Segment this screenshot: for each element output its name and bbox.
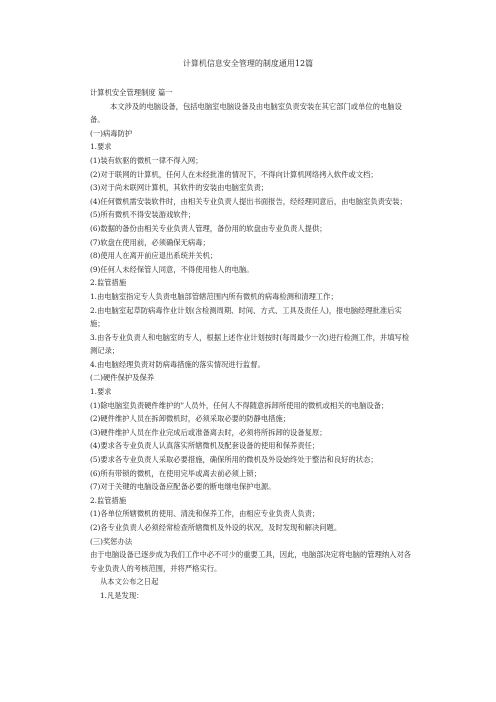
paragraph: (9)任何人未经保管人同意，不得使用他人的电脑。 — [90, 264, 254, 274]
paragraph: 1.要求 — [90, 387, 112, 397]
paragraph: (6)数据的备份由相关专业负责人管理，备份用的软盘由专业负责人提供； — [90, 223, 327, 233]
paragraph: 2.监管措施 — [90, 495, 127, 505]
paragraph: 本文涉及的电脑设备，包括电脑室电脑设备及由电脑室负责安装在其它部门或单位的电脑设备。 — [90, 101, 402, 125]
paragraph: (4)任何微机需安装软件时，由相关专业负责人提出书面报告，经经理同意后，由电脑室负责安装； — [90, 196, 407, 206]
paragraph: (6)所有带锁的微机，在使用完毕或离去前必须上锁； — [90, 468, 261, 478]
paragraph: (1)各单位所辖微机的使用、清洗和保养工作，由相应专业负责人负责； — [90, 509, 320, 519]
paragraph: (7)对于关键的电脑设备应配备必要的断电继电保护电源。 — [90, 482, 276, 492]
paragraph: 2.由电脑室起草防病毒作业计划(含检测周期、时间、方式、工具及责任人)，报电脑经理批准后实施； — [90, 305, 402, 329]
paragraph: 3.由各专业负责人和电脑室的专人，根据上述作业计划按时(每周最少一次)进行检测工作，并填写检测记录； — [90, 332, 410, 356]
paragraph: 1.凡是发现： — [100, 590, 144, 600]
paragraph: (2)各专业负责人必须经常检查所辖微机及外设的状况，及时发现和解决问题。 — [90, 523, 342, 532]
paragraph: (1)装有软驱的微机一律不得入网； — [90, 155, 203, 165]
paragraph: 4.由电脑经理负责对防病毒措施的落实情况进行监督。 — [90, 359, 265, 369]
paragraph: (二)硬件保护及保养 — [90, 373, 155, 383]
paragraph: (7)软盘在使用前，必须确保无病毒； — [90, 237, 210, 247]
document-body — [90, 86, 416, 603]
paragraph: 1.由电脑室指定专人负责电脑部管辖范围内所有微机的病毒检测和清理工作； — [90, 291, 338, 301]
paragraph: 从本文公布之日起 — [100, 577, 159, 587]
paragraph: 计算机安全管理制度 篇一 — [90, 88, 173, 97]
paragraph: (8)使用人在离开前应退出系统并关机； — [90, 251, 218, 261]
paragraph: 2.监管措施 — [90, 278, 127, 288]
paragraph: (2)对于联网的计算机，任何人在未经批准的情况下，不得向计算机网络拷入软件或文档； — [90, 169, 378, 179]
paragraph: (2)硬件维护人员在拆卸微机时，必须采取必要的防静电措施； — [90, 414, 291, 424]
paragraph: (3)对于尚未联网计算机，其软件的安装由电脑室负责； — [90, 183, 269, 193]
paragraph: 由于电脑设备已逐步成为我们工作中必不可少的重要工具，因此，电脑部决定将电脑的管理纳入对各专业负责人的考核范围，并将严格实行。 — [90, 550, 412, 573]
paragraph: (1)除电脑室负责硬件维护的"人员外，任何人不得随意拆卸所使用的微机或相关的电脑设备； — [90, 400, 389, 410]
document-title: 计算机信息安全管理的制度通用12篇 — [182, 59, 314, 68]
paragraph: (3)硬件维护人员在作业完成后或准备离去时，必须将所拆卸的设备复原； — [90, 427, 327, 437]
paragraph: (三)奖惩办法 — [90, 536, 133, 546]
paragraph: (5)要求各专业负责人采取必要措施，确保所用的微机及外设始终处于整洁和良好的状态； — [90, 455, 378, 465]
paragraph: (一)病毒防护 — [90, 128, 133, 138]
paragraph: 1.要求 — [90, 142, 112, 152]
paragraph: (5)所有微机不得安装游戏软件； — [90, 210, 196, 220]
paragraph: (4)要求各专业负责人认真落实所辖微机及配套设备的使用和保养责任； — [90, 441, 320, 451]
